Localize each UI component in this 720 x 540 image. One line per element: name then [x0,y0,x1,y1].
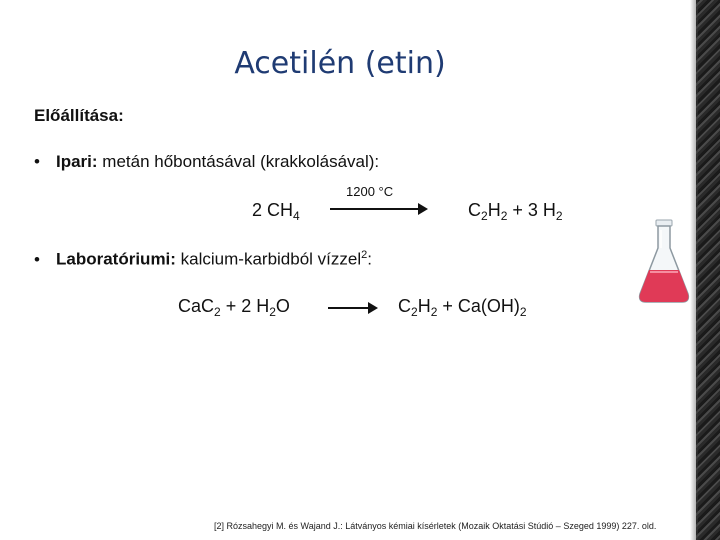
bullet-label: Ipari: [56,152,98,171]
footnote: [2] Rózsahegyi M. és Wajand J.: Látványos kémiai kísérletek (Mozaik Oktatási Stúdió – Szeged 1999) 227. old. [214,521,657,531]
reaction-1-reactant: 2 $CH_4$ [252,200,300,223]
bullet-text: metán hőbontásával (krakkolásával): [97,152,380,171]
bullet-label: Laboratóriumi: [56,249,176,269]
page-title: Acetilén (etin) [234,46,446,81]
erlenmeyer-flask-icon [636,218,692,306]
reaction-2-products: $C_2H_2 + Ca(OH)_2$ [398,296,527,319]
reaction-1-condition: 1200 °C [346,184,394,199]
section-heading: Előállítása: [34,106,124,125]
decorative-edge [696,0,720,540]
bullet-laboratory: • Laboratóriumi: kalcium-karbidból vízzel$^2$: [34,249,372,269]
reaction-arrow [328,307,376,309]
bullet-text: kalcium-karbidból vízzel [175,249,362,269]
reaction-2-reactants: CaC$_2$ + 2 $H_2O$ [178,296,290,319]
bullet-industrial [34,152,379,172]
reference-number: 2 [361,249,368,261]
bullet-dot: • [34,152,40,171]
bullet-dot: • [34,249,40,269]
reaction-arrow [330,208,426,210]
reaction-1-products: $C_2H_2 + 3$ $H_2$ [468,200,563,223]
